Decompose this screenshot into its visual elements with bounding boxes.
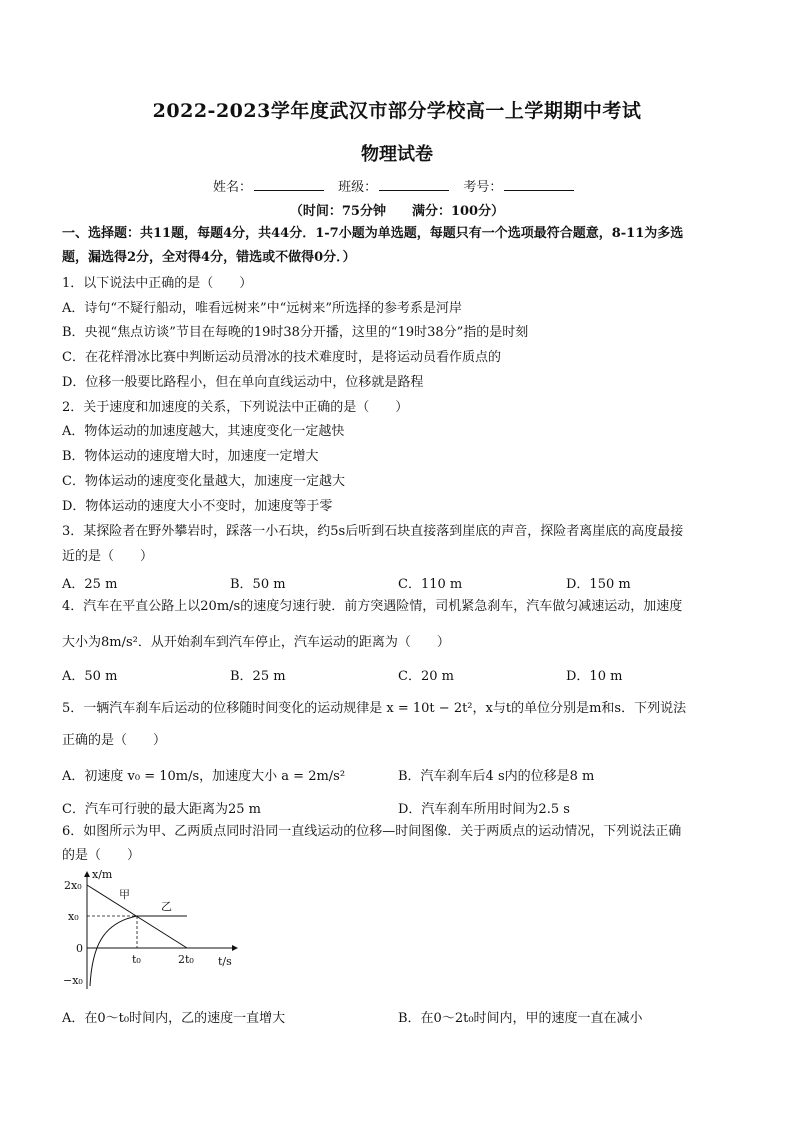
- q3-stem-line-1: 3．某探险者在野外攀岩时，踩落一小石块，约5s后听到石块直接落到崖底的声音，探险者离崖底的高度最接: [62, 524, 684, 539]
- q2-option-d: D．物体运动的速度大小不变时，加速度等于零: [62, 499, 333, 514]
- yi-curve: [90, 916, 187, 986]
- y-tick-x0: x₀: [68, 910, 79, 923]
- q5-option-a: A．初速度 v₀ = 10m/s，加速度大小 a = 2m/s²: [62, 769, 346, 784]
- q6-option-a: A．在0～t₀时间内，乙的速度一直增大: [62, 1011, 286, 1026]
- class-label: 班级：: [338, 180, 378, 195]
- name-label: 姓名：: [213, 180, 253, 195]
- y-tick-0: 0: [76, 942, 83, 955]
- x-tick-2t0: 2t₀: [178, 953, 194, 966]
- q6-option-b: B．在0～2t₀时间内，甲的速度一直在减小: [398, 1011, 643, 1026]
- q1-option-a: A．诗句“不疑行船动，唯看远树来”中“远树来”所选择的参考系是河岸: [62, 301, 462, 316]
- q2-stem: 2．关于速度和加速度的关系，下列说法中正确的是（ ）: [62, 400, 409, 415]
- y-tick-neg-x0: −x₀: [63, 974, 83, 987]
- q6-stem-line-1: 6．如图所示为甲、乙两质点同时沿同一直线运动的位移—时间图像．关于两质点的运动情况，下列说法正确: [62, 824, 682, 839]
- q5-stem-line-1: 5．一辆汽车刹车后运动的位移随时间变化的运动规律是 x = 10t − 2t²，x与t的单位分别是m和s．下列说法: [62, 701, 687, 716]
- name-blank[interactable]: [254, 178, 324, 191]
- q4-option-b: B．25 m: [230, 669, 286, 684]
- exam-no-label: 考号：: [463, 180, 503, 195]
- q2-option-c: C．物体运动的速度变化量越大，加速度一定越大: [62, 474, 345, 489]
- q4-stem-line-2: 大小为8m/s²．从开始刹车到汽车停止，汽车运动的距离为（ ）: [62, 635, 450, 650]
- q6-stem-line-2: 的是（ ）: [62, 848, 141, 863]
- section-instructions: [62, 222, 742, 270]
- q2-option-a: A．物体运动的加速度越大，其速度变化一定越快: [62, 424, 345, 439]
- exam-subtitle: 物理试卷: [361, 144, 433, 165]
- q3-stem-line-2: 近的是（ ）: [62, 549, 154, 564]
- q2-option-b: B．物体运动的速度增大时，加速度一定增大: [62, 449, 319, 464]
- q1-option-b: B．央视“焦点访谈”节目在每晚的19时38分开播，这里的“19时38分”指的是时刻: [62, 325, 529, 340]
- x-tick-t0: t₀: [132, 953, 141, 966]
- q4-option-c: C．20 m: [398, 669, 454, 684]
- q4-stem-line-1: 4．汽车在平直公路上以20m/s的速度匀速行驶．前方突遇险情，司机紧急刹车，汽车做匀减速运动，加速度: [62, 599, 683, 614]
- section-line-1: 一、选择题：共11题，每题4分，共44分．1-7小题为单选题，每题只有一个选项最符合题意，8-11为多选: [62, 226, 684, 241]
- q1-stem: 1．以下说法中正确的是（ ）: [62, 276, 253, 291]
- q5-option-c: C．汽车可行驶的最大距离为25 m: [62, 802, 261, 817]
- section-line-2: 题，漏选得2分，全对得4分，错选或不做得0分．）: [62, 250, 356, 265]
- exam-no-blank[interactable]: [504, 178, 574, 191]
- exam-title: 2022-2023学年度武汉市部分学校高一上学期期中考试: [152, 100, 642, 122]
- q5-option-b: B．汽车刹车后4 s内的位移是8 m: [398, 769, 595, 784]
- q3-option-c: C．110 m: [398, 577, 463, 592]
- score-text: 满分：100分）: [411, 204, 505, 219]
- y-tick-2x0: 2x₀: [64, 879, 82, 892]
- student-info-row: [213, 176, 584, 195]
- q1-option-d: D．位移一般要比路程小，但在单向直线运动中，位移就是路程: [62, 375, 424, 390]
- time-score-line: [0, 200, 794, 219]
- class-blank[interactable]: [379, 178, 449, 191]
- q5-stem-line-2: 正确的是（ ）: [62, 733, 167, 748]
- y-axis-label: x/m: [92, 868, 113, 881]
- q4-option-d: D．10 m: [566, 669, 623, 684]
- q1-option-c: C．在花样滑冰比赛中判断运动员滑冰的技术难度时，是将运动员看作质点的: [62, 350, 501, 365]
- q4-option-a: A．50 m: [62, 669, 118, 684]
- q3-option-d: D．150 m: [566, 577, 631, 592]
- x-axis-label: t/s: [218, 955, 232, 968]
- q3-option-a: A．25 m: [62, 577, 118, 592]
- label-jia: 甲: [119, 888, 130, 901]
- time-text: （时间：75分钟: [289, 204, 386, 219]
- q3-option-b: B．50 m: [230, 577, 286, 592]
- q5-option-d: D．汽车刹车所用时间为2.5 s: [398, 802, 570, 817]
- xt-graph: [62, 868, 262, 992]
- label-yi: 乙: [161, 900, 172, 913]
